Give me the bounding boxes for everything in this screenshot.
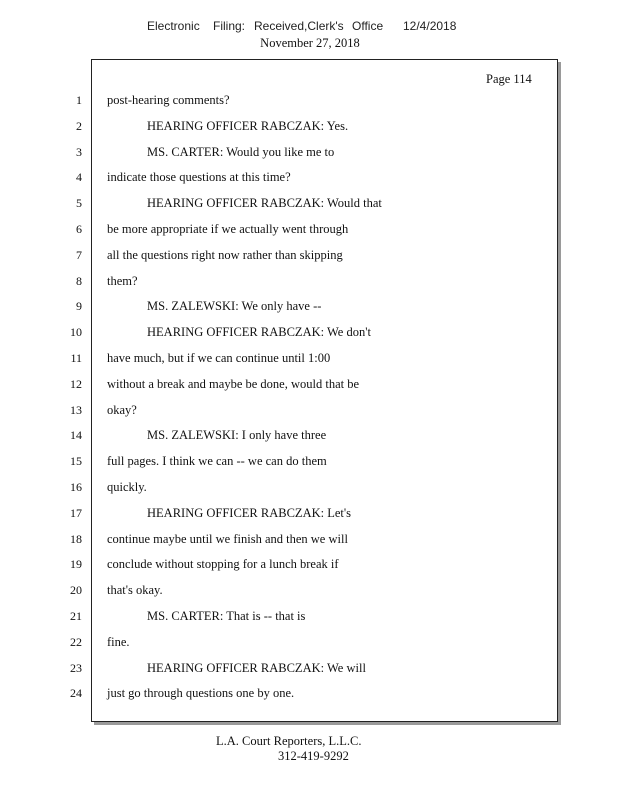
page-number: Page 114 bbox=[486, 72, 532, 86]
line-text: without a break and maybe be done, would that be bbox=[107, 376, 360, 391]
line-text: MS. CARTER: That is -- that is bbox=[147, 609, 306, 623]
transcript-line bbox=[0, 219, 618, 239]
line-number: 21 bbox=[70, 609, 82, 623]
transcript-line bbox=[0, 90, 618, 110]
line-text: MS. ZALEWSKI: I only have three bbox=[147, 428, 327, 443]
transcript-line bbox=[0, 193, 618, 213]
line-number: 20 bbox=[70, 583, 82, 598]
transcript-line bbox=[0, 580, 618, 600]
line-text: full pages. I think we can -- we can do them bbox=[107, 454, 327, 469]
line-text: HEARING OFFICER RABCZAK: We don't bbox=[147, 325, 371, 340]
line-number: 15 bbox=[70, 454, 82, 469]
line-number: 11 bbox=[70, 351, 82, 365]
line-text: them? bbox=[107, 273, 138, 288]
line-number: 10 bbox=[70, 325, 82, 340]
line-number: 7 bbox=[76, 247, 82, 262]
line-number: 1 bbox=[76, 93, 82, 107]
line-number: 13 bbox=[70, 402, 82, 417]
transcript-line bbox=[0, 683, 618, 703]
line-number: 5 bbox=[76, 196, 82, 211]
line-text: MS. ZALEWSKI: We only have -- bbox=[147, 299, 322, 314]
transcript-date: November 27, 2018 bbox=[260, 36, 360, 50]
footer-company: L.A. Court Reporters, L.L.C. bbox=[216, 734, 362, 748]
line-number: 14 bbox=[70, 428, 82, 443]
transcript-line bbox=[0, 451, 618, 471]
transcript-line bbox=[0, 400, 618, 420]
line-number: 23 bbox=[70, 660, 82, 675]
line-text: HEARING OFFICER RABCZAK: Would that bbox=[147, 196, 382, 211]
line-text: all the questions right now rather than skipping bbox=[107, 247, 343, 262]
transcript-line bbox=[0, 245, 618, 265]
line-number: 24 bbox=[70, 686, 82, 701]
line-text: HEARING OFFICER RABCZAK: We will bbox=[147, 660, 366, 675]
line-number: 6 bbox=[76, 222, 82, 236]
line-text: that's okay. bbox=[107, 583, 163, 598]
stamp-electronic: Electronic bbox=[147, 19, 200, 33]
line-text: HEARING OFFICER RABCZAK: Yes. bbox=[147, 118, 349, 133]
line-number: 4 bbox=[76, 170, 82, 185]
line-number: 18 bbox=[70, 531, 82, 546]
line-text: conclude without stopping for a lunch break if bbox=[107, 557, 339, 572]
line-number: 8 bbox=[76, 273, 82, 288]
line-number: 12 bbox=[70, 376, 82, 391]
line-text: okay? bbox=[107, 402, 137, 417]
line-number: 22 bbox=[70, 634, 82, 649]
line-text: have much, but if we can continue until 1:00 bbox=[107, 351, 331, 365]
line-number: 19 bbox=[70, 557, 82, 572]
line-text: HEARING OFFICER RABCZAK: Let's bbox=[147, 505, 351, 520]
transcript-line bbox=[0, 116, 618, 136]
line-number: 2 bbox=[76, 118, 82, 133]
line-text: quickly. bbox=[107, 480, 147, 494]
line-text: continue maybe until we finish and then we will bbox=[107, 531, 348, 546]
stamp-received: Received,Clerk's bbox=[254, 19, 344, 33]
transcript-line bbox=[0, 271, 618, 291]
line-text: MS. CARTER: Would you like me to bbox=[147, 144, 335, 159]
line-text: fine. bbox=[107, 634, 130, 649]
line-number: 17 bbox=[70, 505, 82, 520]
transcript-line bbox=[0, 348, 618, 368]
transcript-line bbox=[0, 167, 618, 187]
transcript-line bbox=[0, 142, 618, 162]
transcript-line bbox=[0, 632, 618, 652]
transcript-line bbox=[0, 322, 618, 342]
transcript-line bbox=[0, 658, 618, 678]
stamp-filing: Filing: bbox=[213, 19, 246, 33]
stamp-office: Office bbox=[352, 19, 384, 33]
line-number: 3 bbox=[76, 144, 82, 159]
transcript-line bbox=[0, 554, 618, 574]
transcript-line bbox=[0, 477, 618, 497]
line-text: post-hearing comments? bbox=[107, 93, 230, 107]
stamp-filing-date: 12/4/2018 bbox=[403, 19, 457, 33]
transcript-line bbox=[0, 503, 618, 523]
transcript-line bbox=[0, 374, 618, 394]
footer-phone: 312-419-9292 bbox=[278, 749, 349, 763]
line-text: indicate those questions at this time? bbox=[107, 170, 291, 185]
transcript-line bbox=[0, 529, 618, 549]
transcript-line bbox=[0, 296, 618, 316]
line-text: just go through questions one by one. bbox=[107, 686, 295, 701]
line-number: 16 bbox=[70, 480, 82, 494]
transcript-line bbox=[0, 606, 618, 626]
line-text: be more appropriate if we actually went through bbox=[107, 222, 349, 236]
line-number: 9 bbox=[76, 299, 82, 314]
transcript-line bbox=[0, 425, 618, 445]
